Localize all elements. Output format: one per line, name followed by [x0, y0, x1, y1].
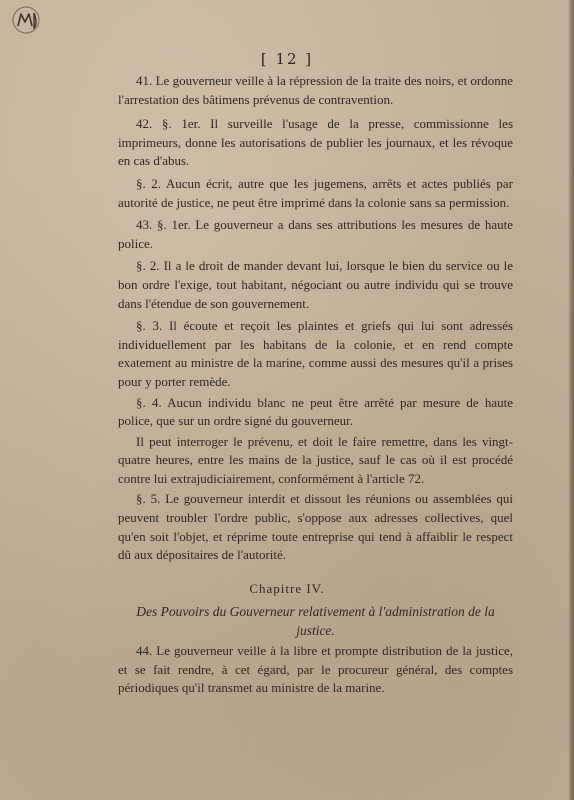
- chapter-heading: Chapitre IV.: [249, 581, 325, 596]
- paragraph-43-3: §. 3. Il écoute et reçoit les plaintes et griefs qui lui sont adressés individuellement par les habitans de la colonie, et en rend compte exatement au ministre de la marine, comme aussi des mesures qu'il a prises pour y porter remède.: [118, 318, 513, 389]
- page-edge-shadow: [569, 0, 574, 800]
- paragraph-44: 44. Le gouverneur veille à la libre et prompte distribution de la justice, et se fait rendre, à cet égard, par le procureur général, des comptes périodiques qu'il transmet au ministre de la marine.: [118, 643, 513, 696]
- paragraph-41: 41. Le gouverneur veille à la répression de la traite des noirs, et ordonne l'arrestation des bâtimens prévenus de contravention.: [118, 73, 513, 107]
- page-number: [ 12 ]: [260, 50, 314, 68]
- chapter-title: Des Pouvoirs du Gouverneur relativement à l'administration de la justice.: [136, 604, 495, 638]
- library-stamp-icon: [10, 4, 42, 36]
- paragraph-43-2: §. 2. Il a le droit de mander devant lui, lorsque le bien du service ou le bon ordre l'exige, tout habitant, négociant ou autre individu qui se trouve dans l'étendue de son gouvernement.: [118, 258, 513, 311]
- paragraph-42-2: §. 2. Aucun écrit, autre que les jugemens, arrêts et actes publiés par autorité de justice, ne peut être imprimé dans la colonie sans sa permission.: [118, 175, 513, 210]
- paragraph-43-4-cont: Il peut interroger le prévenu, et doit le faire remettre, dans les vingt-quatre heures, entre les mains de la justice, sauf le cas où il est procédé contre lui extrajudiciairement, conformément à l'article 72.: [118, 433, 513, 486]
- paragraph-43-4: §. 4. Aucun individu blanc ne peut être arrêté par mesure de haute police, que sur un ordre signé du gouverneur.: [118, 394, 513, 429]
- body-text-lower: [118, 642, 513, 698]
- paragraph-42-1: 42. §. 1er. Il surveille l'usage de la presse, commissionne les imprimeurs, donne les autorisations de publier les journaux, et les révoque en cas d'abus.: [118, 116, 513, 169]
- body-text-upper: [118, 72, 513, 565]
- paragraph-43-5: §. 5. Le gouverneur interdit et dissout les réunions ou assemblées qui peuvent troubler l'ordre public, s'oppose aux adresses collectives, quel qu'en soit l'objet, et réprime toute entreprise qui tend à affaiblir le respect dû aux dépositaires de l'autorité.: [118, 491, 513, 563]
- paragraph-43-1: 43. §. 1er. Le gouverneur a dans ses attributions les mesures de haute police.: [118, 217, 513, 251]
